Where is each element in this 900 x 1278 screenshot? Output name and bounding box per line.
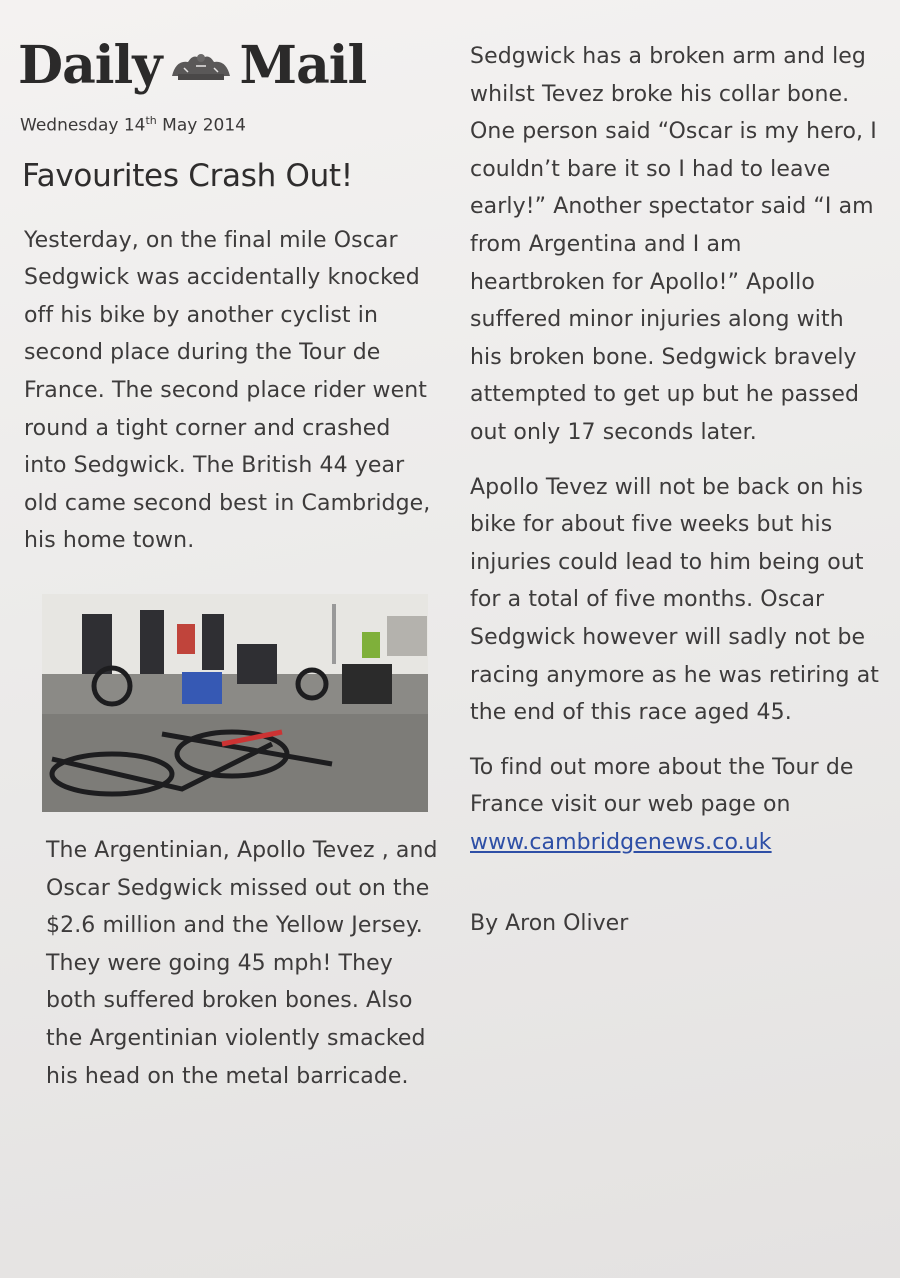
publication-date [20,114,438,136]
web-page-text: To find out more about the Tour de France visit our web page on [470,754,854,818]
crash-photo [42,594,428,812]
website-link[interactable]: www.cambridgenews.co.uk [470,829,772,855]
article-paragraph-2: The Argentinian, Apollo Tevez , and Oscar Sedgwick missed out on the $2.6 million and the Yellow Jersey. They were going 45 mph! They both suffered broken bones. Also the Argentinian violently smacked his head on the metal barricade. [46,838,438,1089]
right-column [470,38,880,936]
date-month-year: May 2014 [156,115,246,136]
article-paragraph-5 [470,749,880,862]
crest-icon [168,46,234,84]
headline: Favourites Crash Out! [22,157,353,194]
article-paragraph-1: Yesterday, on the final mile Oscar Sedgwick was accidentally knocked off his bike by another cyclist in second place during the Tour de France. The second place rider went round a tight corner and crashed into Sedgwick. The British 44 year old came second best in Cambridge, his home town. [24,227,431,554]
date-day: Wednesday 14 [20,115,146,136]
left-column [18,30,438,1095]
article-paragraph-4: Apollo Tevez will not be back on his bike for about five weeks but his injuries could lead to him being out for a total of five months. Oscar Sedgwick however will sadly not be racing anymore as he was retiring at the end of this race aged 45. [470,474,879,726]
masthead-daily: Daily [18,34,162,96]
masthead [18,30,438,100]
date-suffix: th [145,114,157,127]
article-paragraph-3: Sedgwick has a broken arm and leg whilst Tevez broke his collar bone. One person said “Oscar is my hero, I couldn’t bare it so I had to leave early!” Another spectator said “I am from Argentina and I am heartbroken for Apollo!” Apollo suffered minor injuries along with his broken bone. Sedgwick bravely attempted to get up but he passed out only 17 seconds later. [470,44,877,445]
masthead-mail: Mail [239,34,367,96]
byline: By Aron Oliver [470,911,629,937]
